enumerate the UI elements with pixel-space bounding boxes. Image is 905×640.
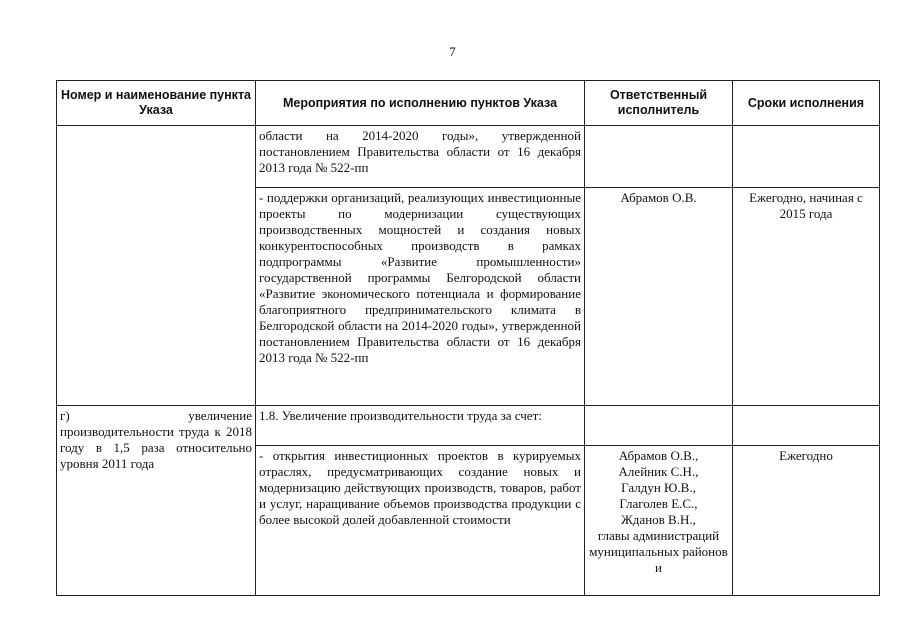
responsible-cell: Абрамов О.В., Алейник С.Н., Галдун Ю.В., Глаголев Е.С., Жданов В.Н., главы администраций муниципальных районов и <box>585 446 733 596</box>
measure-cell: области на 2014-2020 годы», утвержденной постановлением Правительства области от 16 декабря 2013 года № 522-пп <box>256 126 585 188</box>
header-responsible: Ответственный исполнитель <box>585 81 733 126</box>
header-measures: Мероприятия по исполнению пунктов Указа <box>256 81 585 126</box>
responsible-cell <box>585 126 733 188</box>
deadline-cell: Ежегодно <box>733 446 880 596</box>
deadline-cell <box>733 406 880 446</box>
measures-table <box>56 80 880 596</box>
responsible-cell <box>585 406 733 446</box>
responsible-cell: Абрамов О.В. <box>585 188 733 406</box>
measure-cell: - открытия инвестиционных проектов в курируемых отраслях, предусматривающих создание новых и модернизацию действующих производств, товаров, работ и услуг, наращивание объемов производства продукции с более высокой долей добавленной стоимости <box>256 446 585 596</box>
decree-item-cell <box>57 126 256 406</box>
deadline-cell: Ежегодно, начиная с 2015 года <box>733 188 880 406</box>
deadline-cell <box>733 126 880 188</box>
table-row <box>57 126 880 188</box>
header-decree-item: Номер и наименование пункта Указа <box>57 81 256 126</box>
page-number: 7 <box>449 44 456 59</box>
measure-cell: - поддержки организаций, реализующих инвестиционные проекты по модернизации существующих производственных мощностей и создания новых конкурентоспособных производств в рамках подпрограммы «Развитие промышленности» государственной программы Белгородской области «Развитие экономического потенциала и формирование благоприятного предпринимательского климата в Белгородской области на 2014-2020 годы», утвержденной постановлением Правительства области от 16 декабря 2013 года № 522-пп <box>256 188 585 406</box>
measure-cell: 1.8. Увеличение производительности труда за счет: <box>256 406 585 446</box>
header-deadline: Сроки исполнения <box>733 81 880 126</box>
decree-item-cell: г) увеличение производительности труда к 2018 году в 1,5 раза относительно уровня 2011 года <box>57 406 256 596</box>
table-header-row <box>57 81 880 126</box>
table-row <box>57 406 880 446</box>
